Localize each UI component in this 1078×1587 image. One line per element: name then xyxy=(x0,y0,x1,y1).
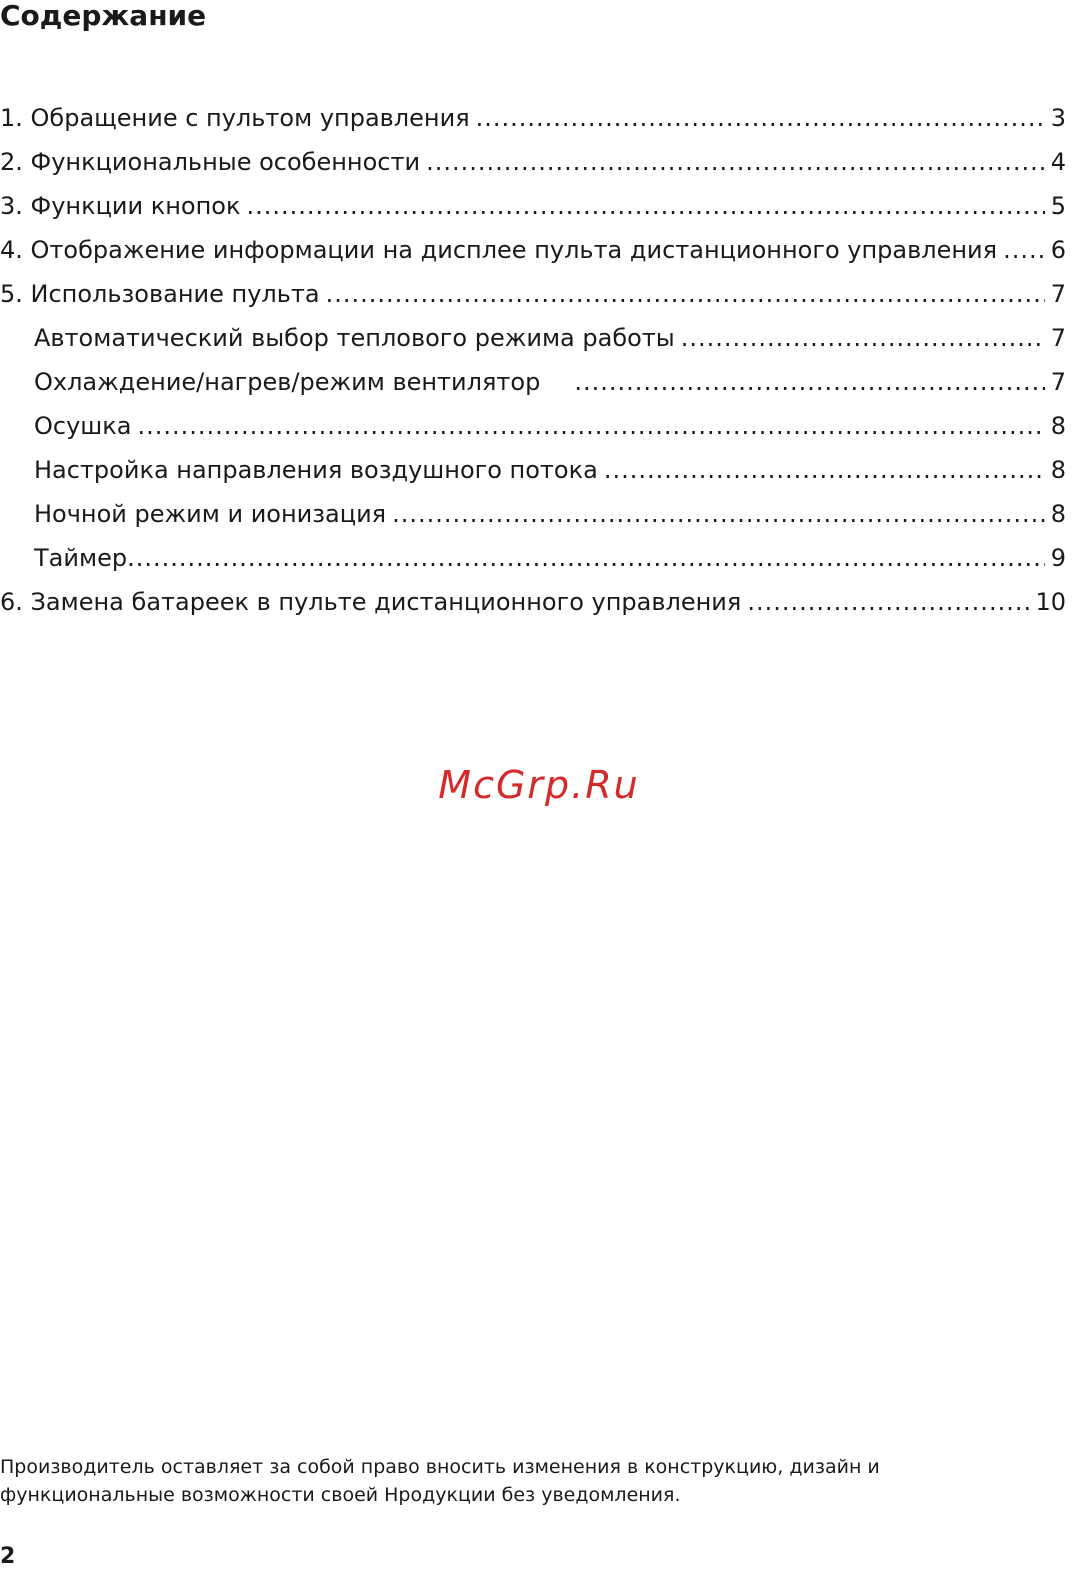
toc-entry-6[interactable] xyxy=(0,580,1066,624)
toc-entry-label: Ночной режим и ионизация xyxy=(34,500,387,528)
toc-entry-4[interactable] xyxy=(0,228,1066,272)
toc-entry-page: 8 xyxy=(1050,412,1066,440)
toc-entry-page: 7 xyxy=(1050,280,1066,308)
toc-dot-leader xyxy=(127,536,1045,580)
toc-dot-leader xyxy=(137,404,1044,448)
toc-entry-page: 10 xyxy=(1035,588,1066,616)
toc-dot-leader xyxy=(681,316,1045,360)
toc-entry-1[interactable] xyxy=(0,96,1066,140)
toc-dot-leader xyxy=(747,580,1029,624)
toc-subentry-auto-mode[interactable] xyxy=(0,316,1066,360)
toc-entry-5[interactable] xyxy=(0,272,1066,316)
toc-dot-leader xyxy=(476,96,1045,140)
toc-entry-label: Автоматический выбор теплового режима работы xyxy=(34,324,675,352)
toc-entry-page: 5 xyxy=(1050,192,1066,220)
toc-entry-label: 5. Использование пульта xyxy=(0,280,320,308)
toc-dot-leader xyxy=(604,448,1045,492)
toc-entry-page: 6 xyxy=(1050,236,1066,264)
toc-dot-leader xyxy=(574,360,1044,404)
toc-dot-leader xyxy=(1003,228,1045,272)
toc-entry-page: 7 xyxy=(1050,368,1066,396)
toc-subentry-cool-heat-fan[interactable] xyxy=(0,360,1066,404)
toc-entry-page: 8 xyxy=(1050,456,1066,484)
toc-entry-label: 6. Замена батареек в пульте дистанционного управления xyxy=(0,588,742,616)
toc-entry-page: 4 xyxy=(1050,148,1066,176)
watermark: McGrp.Ru xyxy=(438,763,640,807)
toc-entry-label: Охлаждение/нагрев/режим вентилятор xyxy=(34,368,541,396)
toc-subentry-timer[interactable] xyxy=(0,536,1066,580)
toc-entry-label: Таймер xyxy=(34,544,128,572)
table-of-contents xyxy=(0,96,1066,624)
toc-subentry-airflow[interactable] xyxy=(0,448,1066,492)
toc-entry-label: 1. Обращение с пультом управления xyxy=(0,104,470,132)
toc-dot-leader xyxy=(426,140,1045,184)
toc-entry-label: 2. Функциональные особенности xyxy=(0,148,421,176)
toc-dot-leader xyxy=(246,184,1044,228)
toc-entry-2[interactable] xyxy=(0,140,1066,184)
toc-entry-page: 3 xyxy=(1050,104,1066,132)
toc-subentry-dry[interactable] xyxy=(0,404,1066,448)
toc-entry-label: 4. Отображение информации на дисплее пульта дистанционного управления xyxy=(0,236,998,264)
toc-entry-3[interactable] xyxy=(0,184,1066,228)
toc-entry-label: 3. Функции кнопок xyxy=(0,192,241,220)
disclaimer-text: Производитель оставляет за собой право вносить изменения в конструкцию, дизайн и функциональные возможности своей Нродукции без уведомления. xyxy=(0,1456,880,1506)
toc-dot-leader xyxy=(326,272,1045,316)
page-number: 2 xyxy=(0,1544,16,1569)
toc-entry-page: 8 xyxy=(1050,500,1066,528)
toc-entry-page: 7 xyxy=(1050,324,1066,352)
page-title: Содержание xyxy=(0,0,207,32)
toc-entry-page: 9 xyxy=(1050,544,1066,572)
toc-entry-label: Настройка направления воздушного потока xyxy=(34,456,598,484)
toc-entry-label: Осушка xyxy=(34,412,132,440)
toc-dot-leader xyxy=(392,492,1045,536)
toc-subentry-night-ionization[interactable] xyxy=(0,492,1066,536)
